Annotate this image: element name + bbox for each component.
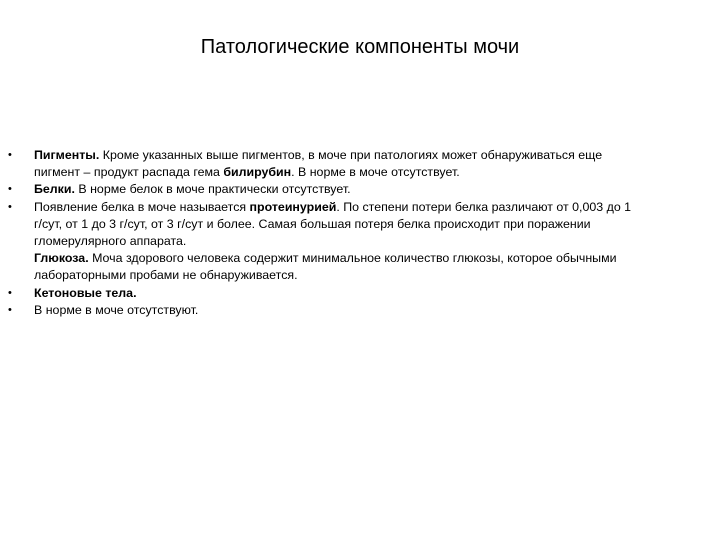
term-proteins: Белки. (34, 182, 75, 197)
bullet-icon: • (8, 200, 12, 213)
text-line (34, 147, 716, 164)
text-segment: В норме белок в моче практически отсутствует. (74, 182, 351, 197)
list-item-ketones-norm (0, 302, 716, 319)
term-proteinuria: протеинурией (249, 199, 337, 214)
list-item-ketones (0, 285, 716, 302)
text-segment: . В норме в моче отсутствует. (291, 165, 460, 180)
text-line (34, 164, 716, 181)
text-line: В норме в моче отсутствуют. (34, 302, 199, 317)
text-line: гломерулярного аппарата. (34, 234, 187, 249)
list-item-pigments (0, 147, 716, 181)
term-pigments: Пигменты. (34, 148, 100, 162)
term-bilirubin: билирубин (223, 165, 292, 180)
term-glucose: Глюкоза. (34, 251, 89, 266)
text-line (34, 181, 716, 198)
bullet-icon: • (8, 149, 12, 161)
text-line (34, 285, 716, 302)
slide-title: Патологические компоненты мочи (200, 36, 520, 58)
text-segment: Появление белка в моче называется (34, 199, 250, 214)
text-line: лабораторными пробами не обнаруживается. (34, 268, 298, 283)
bullet-icon: • (8, 303, 12, 316)
list-item-proteinuria (0, 199, 716, 285)
bullet-icon: • (8, 286, 12, 299)
text-segment: . По степени потери белка различают от 0,003 до 1 (336, 199, 632, 214)
bullet-icon: • (8, 183, 12, 196)
bullet-list (0, 147, 720, 319)
text-line (34, 250, 716, 267)
list-item-proteins (0, 181, 716, 198)
text-line (34, 199, 716, 216)
text-segment: Моча здорового человека содержит минимальное количество глюкозы, которое обычными (88, 251, 617, 266)
text-segment: пигмент – продукт распада гема (34, 165, 224, 180)
text-segment: Кроме указанных выше пигментов, в моче при патологиях может обнаруживаться еще (99, 148, 603, 162)
text-line: г/сут, от 1 до 3 г/сут, от 3 г/сут и более. Самая большая потеря белка происходит при поражении (34, 216, 591, 231)
term-ketone-bodies: Кетоновые тела. (34, 285, 137, 300)
